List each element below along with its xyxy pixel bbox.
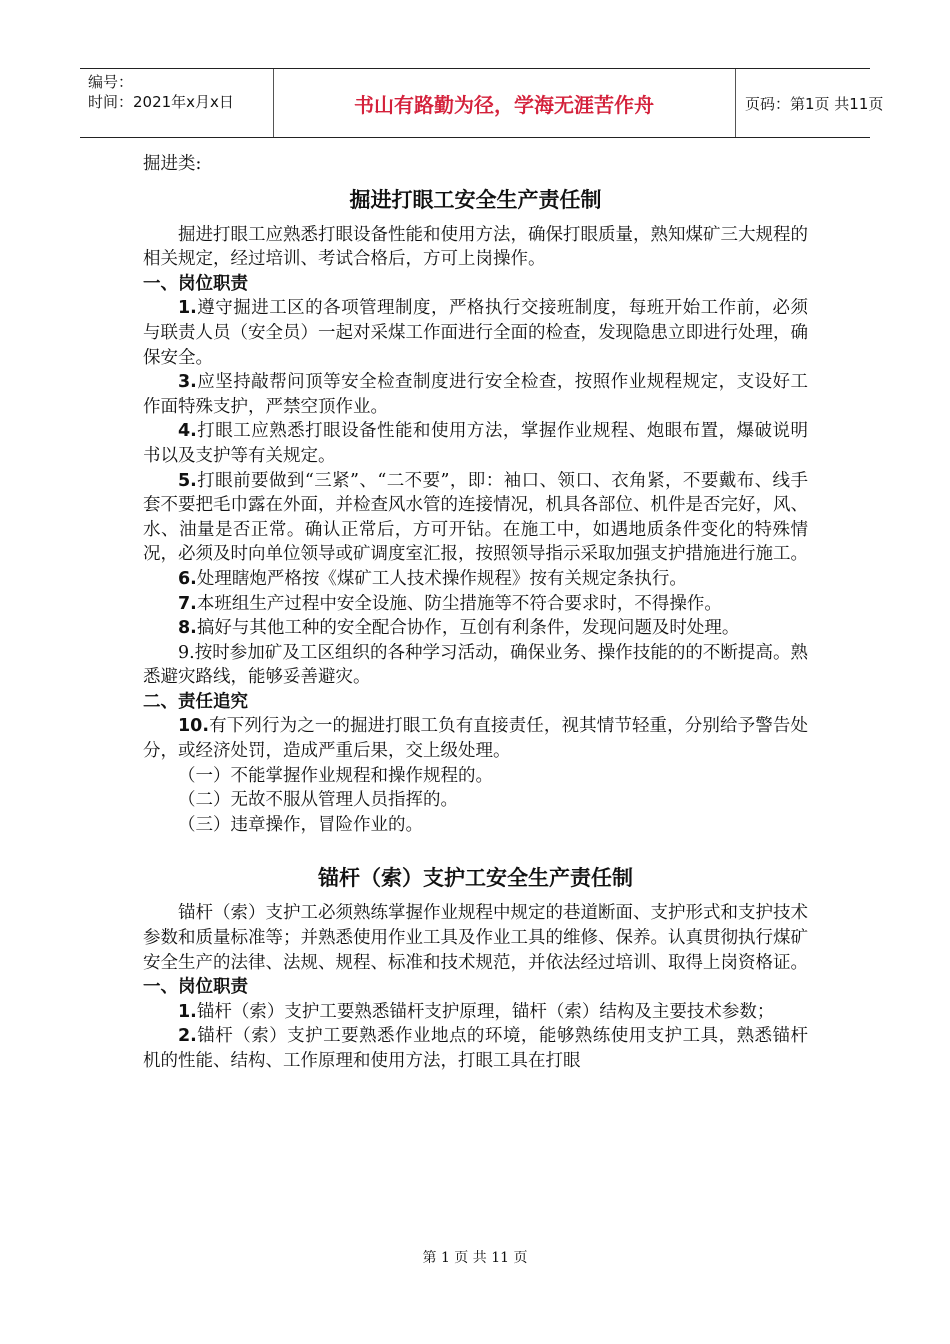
section1-resp-item: 10.有下列行为之一的掘进打眼工负有直接责任，视其情节轻重，分别给予警告处分，或经济处罚，造成严重后果，交上级处理。 <box>143 716 808 762</box>
section1-item: 3.应坚持敲帮问顶等安全检查制度进行安全检查，按照作业规程规定，支设好工作面特殊支护，严禁空顶作业。 <box>143 372 808 417</box>
section1-sub-item: （三）违章操作，冒险作业的。 <box>178 814 423 835</box>
section1-item: 7.本班组生产过程中安全设施、防尘措施等不符合要求时，不得操作。 <box>178 593 722 614</box>
section2-item: 2.锚杆（索）支护工要熟悉作业地点的环境，能够熟练使用支护工具，熟悉锚杆机的性能、结构、工作原理和使用方法，打眼工具在打眼 <box>143 1026 808 1071</box>
section2-title: 锚杆（索）支护工安全生产责任制 <box>318 865 633 891</box>
header-left-cell <box>80 69 274 137</box>
section1-item: 6.处理瞎炮严格按《煤矿工人技术操作规程》按有关规定条执行。 <box>178 568 687 589</box>
section1-item: 1.遵守掘进工区的各项管理制度，严格执行交接班制度，每班开始工作前，必须与联责人员（安全员）一起对采煤工作面进行全面的检查，发现隐患立即进行处理，确保安全。 <box>143 298 808 368</box>
doc-number-label: 编号： <box>88 73 134 91</box>
section2-intro: 锚杆（索）支护工必须熟练掌握作业规程中规定的巷道断面、支护形式和支护技术参数和质量标准等；并熟悉使用作业工具及作业工具的维修、保养。认真贯彻执行煤矿安全生产的法律、法规、规程、标准和技术规范，并依法经过培训、取得上岗资格证。 <box>143 903 808 973</box>
section2-duty-heading: 一、岗位职责 <box>143 977 248 998</box>
section2-item: 1.锚杆（索）支护工要熟悉锚杆支护原理，锚杆（索）结构及主要技术参数； <box>178 1001 775 1022</box>
header-motto: 书山有路勤为径，学海无涯苦作舟 <box>354 93 654 117</box>
header-right-cell <box>735 69 884 137</box>
doc-date-label: 时间：2021年x月x日 <box>88 93 234 111</box>
section1-item: 9.按时参加矿及工区组织的各种学习活动，确保业务、操作技能的的不断提高。熟悉避灾路线，能够妥善避灾。 <box>143 642 808 688</box>
category-label: 掘进类: <box>143 154 202 174</box>
header-middle-cell <box>273 69 736 137</box>
section1-duty-heading: 一、岗位职责 <box>143 273 248 294</box>
section1-resp-heading: 二、责任追究 <box>143 691 248 712</box>
page-footer: 第 1 页 共 11 页 <box>422 1250 528 1266</box>
section1-title: 掘进打眼工安全生产责任制 <box>349 186 602 212</box>
section1-sub-item: （二）无故不服从管理人员指挥的。 <box>178 790 458 811</box>
section1-sub-item: （一）不能掌握作业规程和操作规程的。 <box>178 765 493 786</box>
header-page-code: 页码：第1页 共11页 <box>745 95 884 113</box>
section1-item: 4.打眼工应熟悉打眼设备性能和使用方法，掌握作业规程、炮眼布置，爆破说明书以及支护等有关规定。 <box>143 421 808 466</box>
header-table <box>80 68 884 138</box>
document-body <box>143 152 808 1074</box>
section1-item: 5.打眼前要做到“三紧”、“二不要”，即：袖口、领口、衣角紧，不要戴布、线手套不要把毛巾露在外面，并检查风水管的连接情况，机具各部位、机件是否完好，风、水、油量是否正常。确认正常后，方可开钻。在施工中，如遇地质条件变化的特殊情况，必须及时向单位领导或矿调度室汇报，按照领导指示采取加强支护措施进行施工。 <box>143 470 808 565</box>
section1-intro: 掘进打眼工应熟悉打眼设备性能和使用方法，确保打眼质量，熟知煤矿三大规程的相关规定，经过培训、考试合格后，方可上岗操作。 <box>143 224 808 270</box>
section1-item: 8.搞好与其他工种的安全配合协作，互创有利条件，发现问题及时处理。 <box>178 618 740 639</box>
